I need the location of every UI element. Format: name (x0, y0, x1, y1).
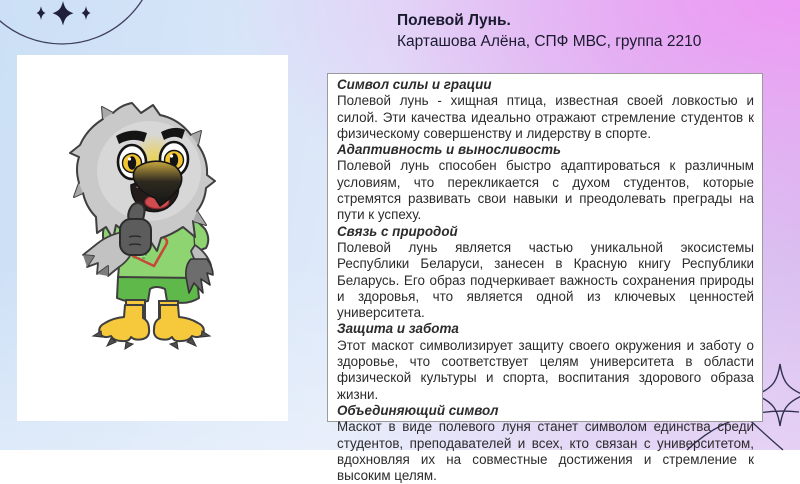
info-section (337, 224, 754, 322)
sparkle-small-icon (37, 6, 46, 20)
slide-header (397, 10, 701, 52)
section-body: Маскот в виде полевого луня станет символом единства среди студентов, преподавателей и всех, кто связан с университетом, вдохновляя их на совместные достижения и стремление к высоким целям. (337, 419, 754, 484)
section-body: Полевой лунь является частью уникальной экосистемы Республики Беларуси, занесен в Красную книгу Республики Беларусь. Его образ подчеркивает важность сохранения природы и здоровья, что является одной из ключевых ценностей университета. (337, 239, 754, 321)
info-section (337, 321, 754, 402)
mascot-image (17, 55, 288, 421)
section-heading: Адаптивность и выносливость (337, 142, 561, 158)
slide-title: Полевой Лунь. (397, 12, 511, 29)
circle-arc-icon (0, 0, 157, 44)
section-heading: Связь с природой (337, 223, 458, 239)
info-section (337, 403, 754, 484)
sparkle-circle-decoration (0, 0, 170, 60)
section-body: Этот маскот символизирует защиту своего окружения и заботу о здоровье, что соответствует целям университета в области физической культуры и спорта, воспитания здорового образа жизни. (337, 337, 754, 402)
section-heading: Защита и забота (337, 321, 459, 337)
section-body: Полевой лунь способен быстро адаптироваться к различным условиям, что перекликается с духом студентов, которые стремятся развивать свои навыки и преодолевать преграды на пути к успеху. (337, 158, 754, 223)
sparkle-large-icon (53, 1, 74, 26)
section-heading: Символ силы и грации (337, 77, 492, 92)
info-section (337, 77, 754, 142)
slide-subtitle: Карташова Алёна, СПФ МВС, группа 2210 (397, 33, 702, 50)
sparkle-small-icon (82, 6, 91, 20)
section-body: Полевой лунь - хищная птица, известная своей ловкостью и силой. Эти качества идеально отражают стремление студентов к физическому совершенству и лидерству в спорте. (337, 93, 754, 141)
info-section (337, 142, 754, 223)
mascot-panel (17, 55, 288, 421)
info-box (327, 73, 763, 484)
section-heading: Объединяющий символ (337, 402, 499, 418)
